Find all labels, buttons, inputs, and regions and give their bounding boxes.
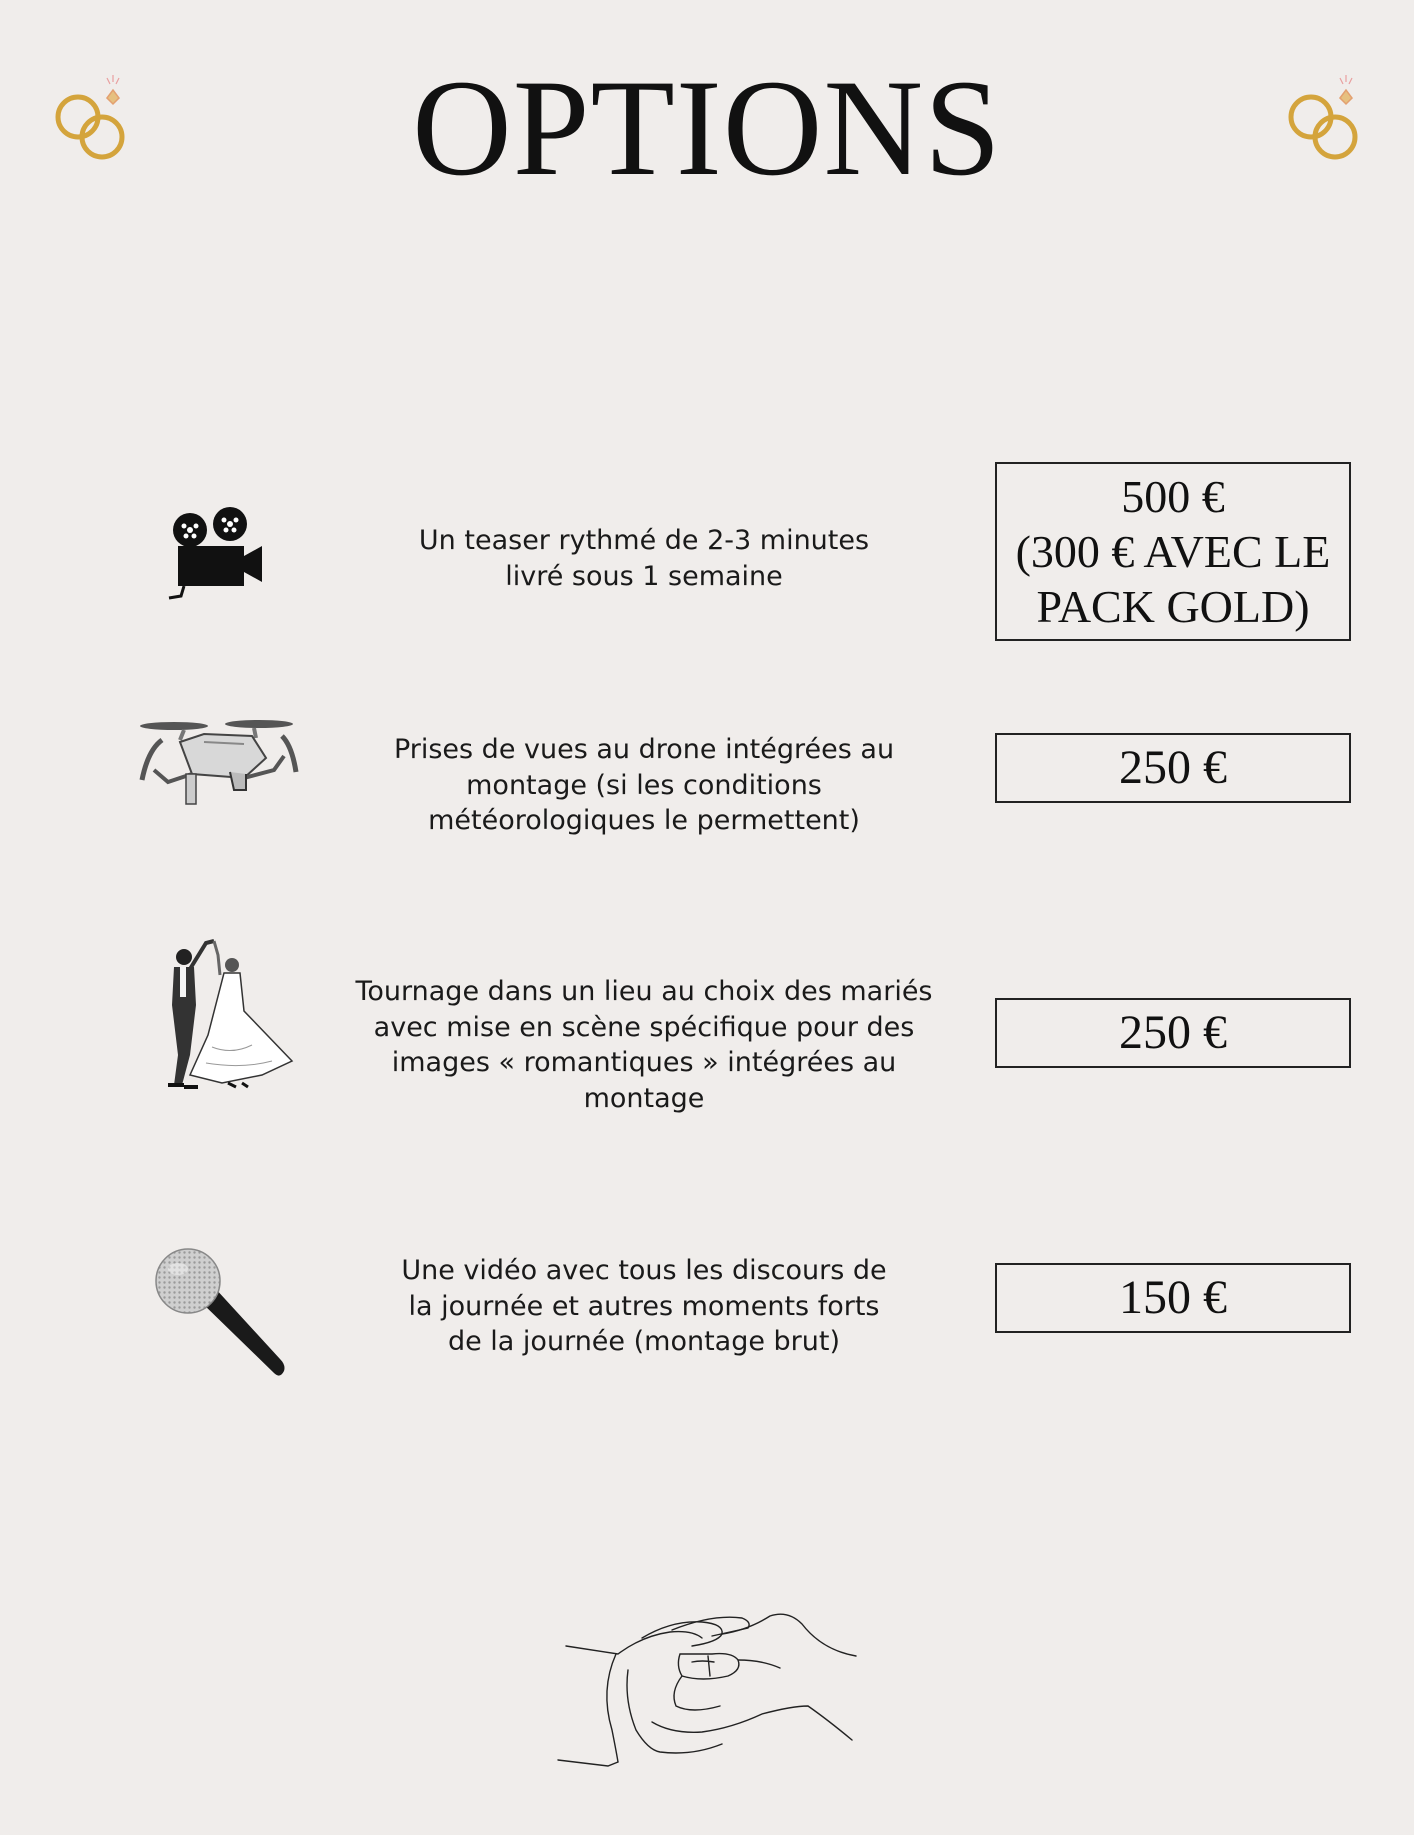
price-box (995, 733, 1351, 803)
price-box (995, 998, 1351, 1068)
option-description: Un teaser rythmé de 2-3 minutes livré sous 1 semaine (418, 525, 870, 592)
movie-camera-icon (164, 504, 274, 600)
price-text: 250 € (1119, 1006, 1227, 1059)
holding-hands-illustration (552, 1610, 862, 1785)
price-line: PACK GOLD) (1036, 581, 1310, 632)
dancing-couple-icon (162, 935, 302, 1095)
price-line: 500 € (1121, 471, 1225, 522)
option-description: Prises de vues au drone intégrées au montage (si les conditions météorologiques le permettent) (393, 734, 895, 836)
option-description: Une vidéo avec tous les discours de la journée et autres moments forts de la journée (montage brut) (401, 1255, 887, 1357)
price-box (995, 1263, 1351, 1333)
price-text (1016, 469, 1331, 634)
microphone-icon (152, 1245, 288, 1381)
price-text: 150 € (1119, 1271, 1227, 1324)
drone-icon (134, 712, 304, 820)
price-line: (300 € AVEC LE (1015, 526, 1331, 577)
wedding-rings-icon (1273, 60, 1373, 180)
price-text: 250 € (1119, 741, 1227, 794)
option-description: Tournage dans un lieu au choix des mariés avec mise en scène spécifique pour des images « romantiques » intégrées au montage (355, 976, 933, 1114)
wedding-rings-icon (40, 60, 140, 180)
price-box (995, 462, 1351, 641)
page-title: OPTIONS (412, 51, 1002, 204)
